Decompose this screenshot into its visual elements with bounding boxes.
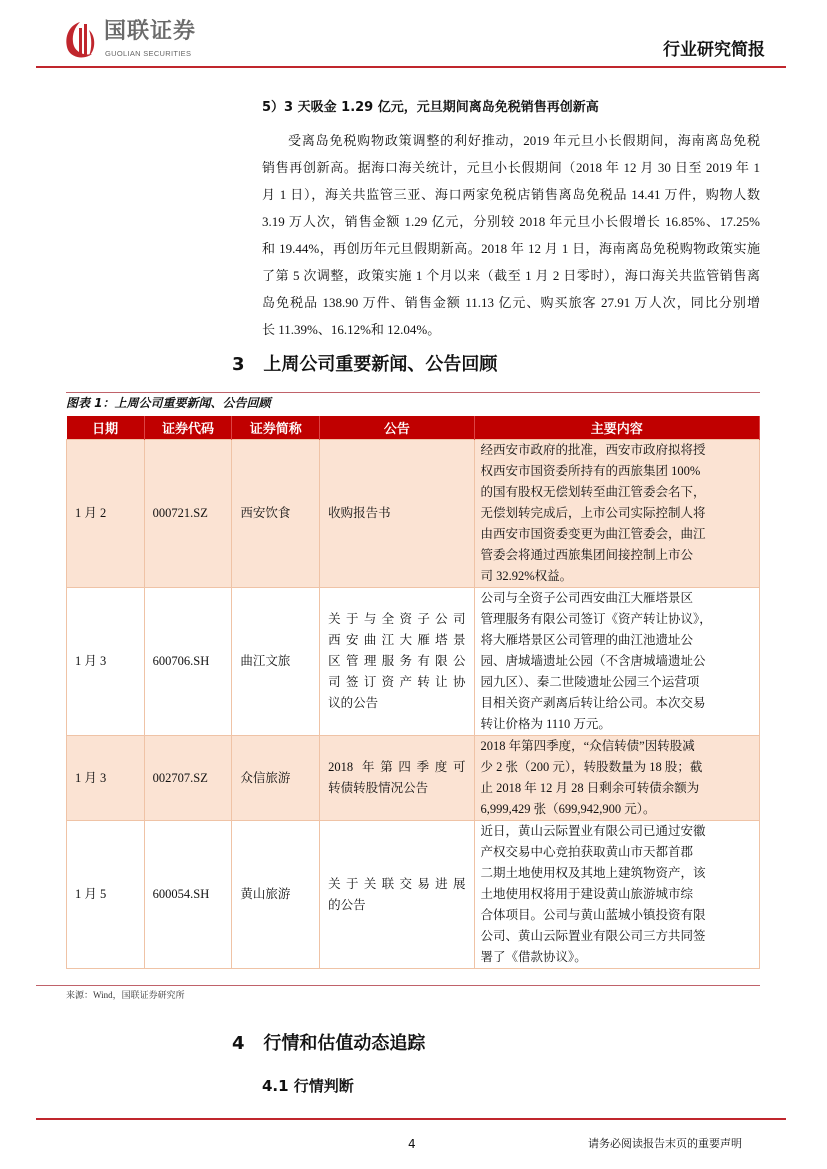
- header-divider: [36, 66, 786, 68]
- content-line: 二期土地使用权及其地上建筑物资产，该: [480, 866, 706, 880]
- cell-name: 西安饮食: [232, 440, 320, 588]
- table-row: [67, 588, 760, 736]
- notice-line: 西安曲江大雁塔景: [328, 633, 466, 647]
- logo-text: 国联证券: [104, 19, 197, 44]
- notice-line: 关于与全资子公司: [328, 612, 466, 626]
- para-line: 受离岛免税购物政策调整的利好推动，2019 年元旦小长假期间，海南离岛免税: [288, 133, 760, 148]
- content-line: 司 32.92%权益。: [480, 569, 573, 583]
- cell-date: 1 月 3: [67, 588, 145, 736]
- content-line: 署了《借款协议》。: [480, 950, 587, 964]
- content-line: 止 2018 年 12 月 28 日剩余可转债余额为: [480, 781, 700, 795]
- cell-date: 1 月 5: [67, 821, 145, 969]
- notice-line: 转债转股情况公告: [328, 781, 429, 795]
- notice-line: 关于关联交易进展: [328, 876, 466, 891]
- notice-line: 2018 年第四季度可: [328, 760, 466, 774]
- cell-date: 1 月 2: [67, 440, 145, 588]
- para-line: 3.19 万人次，销售金额 1.29 亿元，分别较 2018 年元旦小长假增长 16.85%、17.25%: [262, 214, 760, 229]
- table-row: [67, 440, 760, 588]
- cell-date: 1 月 3: [67, 736, 145, 821]
- cell-code: 002707.SZ: [144, 736, 232, 821]
- guolian-logo: [62, 20, 222, 64]
- col-header-code: 证券代码: [144, 416, 232, 440]
- col-header-date: 日期: [67, 416, 145, 440]
- para-line: 和 19.44%，再创历年元旦假期新高。2018 年 12 月 1 日，海南离岛免税购物政策实施: [262, 241, 760, 256]
- col-header-content: 主要内容: [474, 416, 760, 440]
- cell-name: 曲江文旅: [232, 588, 320, 736]
- cell-code: 600054.SH: [144, 821, 232, 969]
- table-bottom-rule: [36, 985, 760, 986]
- notice-line: 收购报告书: [328, 506, 391, 520]
- page-number: 4: [408, 1137, 416, 1151]
- table-caption: 图表 1：上周公司重要新闻、公告回顾: [66, 392, 760, 411]
- section-3-heading: 3 上周公司重要新闻、公告回顾: [232, 354, 498, 375]
- content-line: 目相关资产剥离后转让给公司。本次交易: [480, 696, 706, 710]
- cell-code: 000721.SZ: [144, 440, 232, 588]
- content-line: 公司与全资子公司西安曲江大雁塔景区: [480, 591, 694, 605]
- notice-line: 区管理服务有限公: [328, 654, 466, 668]
- col-header-name: 证券简称: [232, 416, 320, 440]
- cell-code: 600706.SH: [144, 588, 232, 736]
- notice-line: 议的公告: [328, 696, 379, 710]
- cell-content: [474, 588, 760, 736]
- cell-content: [474, 440, 760, 588]
- news-table: [66, 416, 760, 969]
- content-line: 转让价格为 1110 万元。: [480, 717, 611, 731]
- content-line: 6,999,429 张（699,942,900 元）。: [480, 802, 656, 816]
- content-line: 权西安市国资委所持有的西旅集团 100%: [480, 464, 701, 478]
- content-line: 土地使用权将用于建设黄山旅游城市综: [480, 887, 694, 901]
- notice-line: 的公告: [328, 897, 366, 912]
- content-line: 公司、黄山云际置业有限公司三方共同签: [480, 929, 706, 943]
- content-line: 少 2 张（200 元），转股数量为 18 股；截: [480, 760, 703, 774]
- content-line: 近日，黄山云际置业有限公司已通过安徽: [480, 824, 706, 838]
- cell-name: 黄山旅游: [232, 821, 320, 969]
- cell-content: [474, 821, 760, 969]
- notice-line: 司签订资产转让协: [328, 675, 466, 689]
- para-line: 销售再创新高。据海口海关统计，元旦小长假期间（2018 年 12 月 30 日至 2019 年 1: [262, 160, 760, 175]
- section-4-heading: 4 行情和估值动态追踪: [232, 1033, 426, 1054]
- content-line: 合体项目。公司与黄山蓝城小镇投资有限: [480, 908, 706, 922]
- body-paragraph: [262, 127, 760, 343]
- logo-subtext: GUOLIAN SECURITIES: [105, 49, 192, 58]
- content-line: 由西安市国资委变更为曲江管委会，曲江: [480, 527, 706, 541]
- cell-content: [474, 736, 760, 821]
- content-line: 产权交易中心竞拍获取黄山市天都首郡: [480, 845, 694, 859]
- content-line: 将大雁塔景区公司管理的曲江池遗址公: [480, 633, 694, 647]
- content-line: 园、唐城墙遗址公园（不含唐城墙遗址公: [480, 654, 706, 668]
- content-line: 管理服务有限公司签订《资产转让协议》，: [480, 612, 712, 626]
- content-line: 园九区）、秦二世陵遗址公园三个运营项: [480, 675, 700, 689]
- col-header-notice: 公告: [320, 416, 474, 440]
- subheading: 5）3 天吸金 1.29 亿元，元旦期间离岛免税销售再创新高: [262, 100, 599, 115]
- cell-notice: [320, 821, 474, 969]
- content-line: 无偿划转完成后，上市公司实际控制人将: [480, 506, 706, 520]
- table-row: [67, 821, 760, 969]
- content-line: 的国有股权无偿划转至曲江管委会名下，: [480, 485, 706, 499]
- para-line: 月 1 日），海关共监管三亚、海口两家免税店销售离岛免税品 14.41 万件，购物人数: [262, 187, 760, 202]
- table-header-row: [67, 416, 760, 440]
- cell-notice: [320, 736, 474, 821]
- para-line: 岛免税品 138.90 万件、销售金额 11.13 亿元、购买旅客 27.91 万人次，同比分别增: [262, 295, 760, 310]
- para-line: 长 11.39%、16.12%和 12.04%。: [262, 322, 441, 337]
- cell-notice: [320, 588, 474, 736]
- content-line: 管委会将通过西旅集团间接控制上市公: [480, 548, 694, 562]
- content-line: 经西安市政府的批准，西安市政府拟将授: [480, 443, 706, 457]
- footer-disclaimer: 请务必阅读报告末页的重要声明: [588, 1138, 742, 1150]
- logo-mark-icon: [62, 20, 98, 60]
- cell-name: 众信旅游: [232, 736, 320, 821]
- section-4-1-heading: 4.1 行情判断: [262, 1077, 354, 1095]
- document-type: 行业研究简报: [663, 40, 765, 60]
- para-line: 了第 5 次调整，政策实施 1 个月以来（截至 1 月 2 日零时），海口海关共监管销售离: [262, 268, 760, 283]
- content-line: 2018 年第四季度，“众信转债”因转股减: [480, 739, 695, 753]
- table-source: 来源：Wind，国联证券研究所: [66, 990, 185, 1000]
- table-row: [67, 736, 760, 821]
- footer-divider: [36, 1118, 786, 1120]
- cell-notice: [320, 440, 474, 588]
